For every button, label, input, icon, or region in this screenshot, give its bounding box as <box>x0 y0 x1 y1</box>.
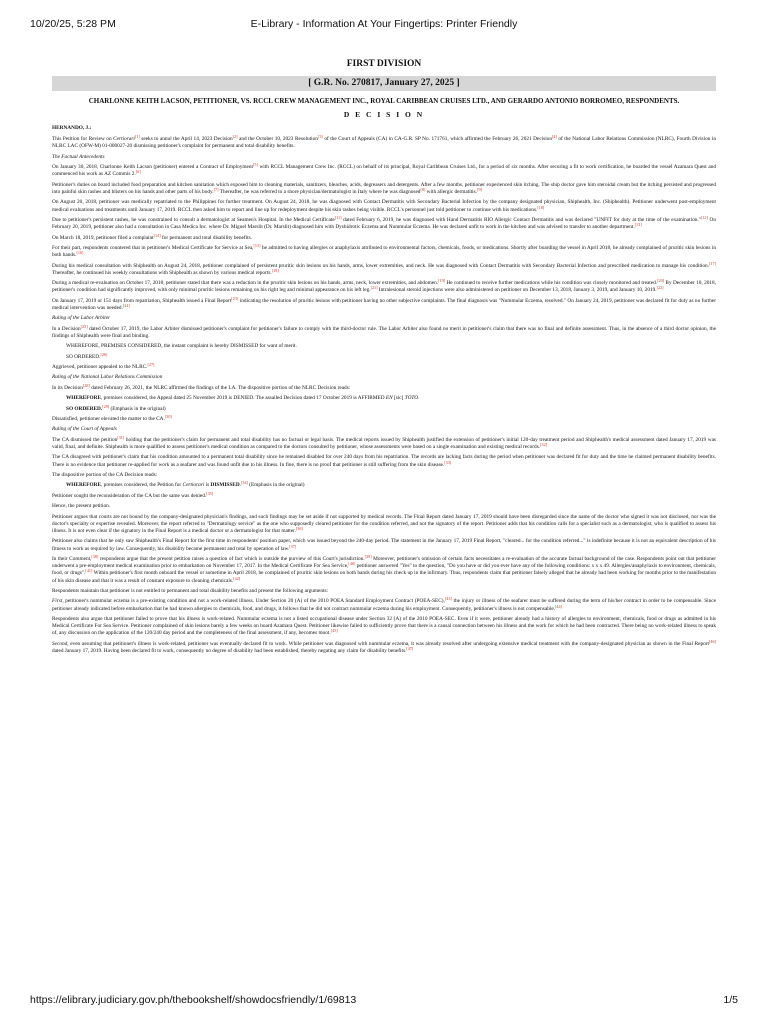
footnote-link[interactable]: [9] <box>477 186 482 192</box>
body-paragraph: SO ORDERED.[26] <box>66 351 108 360</box>
footnote-link[interactable]: [25] <box>80 323 88 329</box>
footnote-link[interactable]: [5] <box>253 162 258 168</box>
footnote-link[interactable]: [4] <box>551 134 557 140</box>
footnote-link[interactable]: [2] <box>232 134 238 140</box>
footnote-link[interactable]: [26] <box>100 351 108 357</box>
body-paragraph: WHEREFORE, premises considered, the Petition for Certiorari is DISMISSED.[34] (Emphasis in the original) <box>66 480 305 489</box>
body-paragraph: The CA disagreed with petitioner's claim that his condition amounted to a permanent total disability since he remained disabled for over 240 days from his repatriation. The records are lacking facts during the period when petitioner was declared fit for duty and the time he claimed permanent disability benefits. There is no evidence that petitioner re-applied for work as a seafarer and was found unfit due to his illness. In fine, there is no proof that petitioner is still suffering from the skin disease.[33] <box>52 454 716 468</box>
footnote-link[interactable]: [12] <box>700 214 708 220</box>
footnote-link[interactable]: [1] <box>134 134 140 140</box>
footnote-link[interactable]: [11] <box>334 214 342 220</box>
print-datetime: 10/20/25, 5:28 PM <box>30 18 116 30</box>
body-paragraph: On January 17, 2019 or 151 days from repatriation, Shiphealth issued a Final Report[23] indicating the resolution of pruritic lesions with petitioner having no other subjective complaints. The final diagnosis was "Nummular Eczema, resolved." On January 24, 2019, petitioner was declared fit for duty as no further medical intervention was needed.[24] <box>52 295 716 311</box>
footnote-link[interactable]: [37] <box>289 543 297 549</box>
decision-body <box>52 136 716 655</box>
body-paragraph: Due to petitioner's persistent rashes, he was constrained to consult a dermatologist at Seamen's Hospital. In the Medical Certificate[11] dated February 6, 2019, he was diagnosed with Hand Dermatitis RIO Allergic Contact Dermatitis and was declared "UNFIT for duty at the time of the examination."[12] On February 20, 2019, petitioner also had a consultation in Casa Medica Inc. where Dr. Miguel Marslit (Dr. Marslit) diagnosed him with Dyshidrotic Eczema and Nummular Eczema. He was declared unfit to work in the kitchen and was advised to transfer to another department.[13] <box>52 214 716 231</box>
body-paragraph: During a medical re-evaluation on October 17, 2018, petitioner stated that there was a reduction in the pruritic skin lesions on his hands, arms, neck, lower extremities, and abdomen.[19] He continued to receive further medications while his condition was closely monitored and treated.[20] By December 10, 2018, petitioner's condition had significantly improved, with only minimal pruritic lesions remaining on his right leg and minimal appearance on his left leg.[21] Intralesional steroid injections were also administered on petitioner on December 13, 2018, January 3, 2019, and January 10, 2019.[22] <box>52 278 717 294</box>
print-url[interactable]: https://elibrary.judiciary.gov.ph/thebookshelf/showdocsfriendly/1/69813 <box>30 994 357 1006</box>
footnote-link[interactable]: [19] <box>438 278 446 284</box>
page-indicator: 1/5 <box>723 994 738 1006</box>
body-paragraph: WHEREFORE, premises considered, the Appeal dated 25 November 2019 is DENIED. The assailed Decision dated 17 October 2019 is AFFIRMED EN [sic] TOTO. <box>66 395 420 402</box>
footnote-link[interactable]: [16] <box>76 250 84 256</box>
footnote-link[interactable]: [28] <box>82 382 90 388</box>
footnote-link[interactable]: [43] <box>444 596 452 602</box>
body-paragraph: On August 20, 2018, petitioner was medically repatriated to the Philippines for further treatment. On August 24, 2018, he was diagnosed with Contact Dermatitis with Secondary Bacterial Infection by the company designated physician, Shiphealth, Inc. (Shiphealth). Petitioner underwent post-employment medical evaluations and treatments until January 17, 2019. RCCL then asked him to report and line up for redeployment despite his skin rashes being visible. RCCL's personnel just told petitioner to continue with his medications.[10] <box>52 199 716 213</box>
footnote-link[interactable]: [41] <box>85 568 93 574</box>
body-paragraph: Aggrieved, petitioner appealed to the NLRC.[27] <box>52 362 155 371</box>
body-paragraph: This Petition for Review on Certiorari[1] seeks to annul the April 14, 2023 Decision[2] and the October 10, 2023 Resolution[3] of the Court of Appeals (CA) in CA-G.R. SP No. 171761, which affirmed the February 26, 2021 Decision[4] of the National Labor Relations Commission (NLRC), Fourth Division in NLRC LAC (OFW-M) 01-000027-20 dismissing petitioner's complaint for permanent and total disability benefits. <box>52 134 717 150</box>
body-paragraph: SO ORDERED.[29] (Emphasis in the original) <box>66 403 166 412</box>
body-paragraph: Petitioner's duties on board included food preparation and kitchen sanitation which exposed him to cleaning materials, sanitizers, bleaches, acids, degreasers and detergents. After a few months, petitioner experienced skin itching. The ship doctor gave him steroidal cream but the itching persisted and progressed into painful skin rashes and blisters on his hands and other parts of his body.[7] Thereafter, he was referred to a shore physician/dermatologist in Italy where he was diagnosed[8] with allergic dermatitis.[9] <box>52 181 716 195</box>
body-paragraph: First, petitioner's nummular eczema is a pre-existing condition and not a work-related illness. Under Section 20 (A) of the 2010 POEA Standard Employment Contract (POEA-SEC),[43] the injury or illness of the seafarer must be suffered during the term of his/her contract in order to be compensable. Since petitioner already indicated before embarkation that he had known allergies to chemicals, food, and drugs, it follows that he did not contract nummular eczema during his employment. Consequently, petitioner's illness is not compensable.[44] <box>52 596 716 612</box>
footnote-link[interactable]: [42] <box>233 575 241 581</box>
body-paragraph: Respondents also argue that petitioner failed to prove that his illness is work-related. Nummular eczema is not a listed occupational disease under Section 32 (A) of the 2010 POEA-SEC. Even if it were, petitioner already had a history of allergies to environment, chemicals, food or drugs as admitted in his Medical Certificate For Sea Service. Petitioner complained of skin lesions barely a few weeks on board Azamara Quest. Petitioner likewise failed to sufficiently prove that there is a causal connection between his illness and the work for which he had been contracted. There being no work-related illness to speak of, any discussion on the application of the 120/240 day period and the completeness of the final assessment, if any, becomes moot.[45] <box>52 615 716 637</box>
body-paragraph: Petitioner sought the reconsideration of the CA but the same was denied.[35] <box>52 490 214 499</box>
footnote-link[interactable]: [23] <box>231 295 239 301</box>
body-paragraph: Petitioner also claims that he only saw Shiphealth's Final Report for the first time in respondents' position paper, which was issued beyond the 240-day period. The statement in the January 17, 2019 Final Report, "cleared... for the condition referred..." is indefinite because it is not an equivalent description of his fitness to work as required by law. Consequently, his disability became permanent and total by operation of law.[37] <box>52 538 716 552</box>
footnote-link[interactable]: [31] <box>117 434 125 440</box>
footnote-link[interactable]: [36] <box>295 525 303 531</box>
footnote-link[interactable]: [8] <box>420 186 426 192</box>
footnote-link[interactable]: [24] <box>122 302 130 308</box>
case-parties: CHARLONNE KEITH LACSON, PETITIONER, VS. RCCL CREW MANAGEMENT INC., ROYAL CARIBBEAN CRUISES LTD., AND GERARDO ANTONIO BORROMEO, RESPONDENTS. <box>88 97 680 105</box>
footnote-link[interactable]: [35] <box>206 490 214 496</box>
footnote-link[interactable]: [6] <box>135 169 141 175</box>
body-paragraph: The CA dismissed the petition[31] holding that the petitioner's claim for permanent and total disability has no factual or legal basis. The medical reports issued by Shiphealth justified the extension of petitioner's initial 120-day treatment period and Shiphealth's medical assessment dated January 17, 2019 was valid, final, and definite. Shiphealth is more qualified to assess petitioner's medical condition as compared to the doctors consulted by petitioner, whose assessments were based on a single examination and existing medical records.[32] <box>52 434 716 451</box>
ponente: HERNANDO, J.: <box>52 125 92 131</box>
body-paragraph: Respondents maintain that petitioner is not entitled to permanent and total disability benefits and present the following arguments: <box>52 587 329 594</box>
body-paragraph: The dispositive portion of the CA Decision reads: <box>52 472 158 479</box>
footnote-link[interactable]: [22] <box>656 285 664 291</box>
body-paragraph: Second, even assuming that petitioner's illness is work-related, petitioner was eventually declared fit to work. While petitioner was diagnosed with nummular eczema, it was already resolved after undergoing extensive medical treatment with the company-designated physician as shown in the Final Report[46] dated January 17, 2019. Having been declared fit to work, consequently no degree of disability had been established, thereby negating any claim for disability benefits.[47] <box>52 638 716 654</box>
footnote-link[interactable]: [18] <box>271 267 279 273</box>
body-paragraph: In a Decision[25] dated October 17, 2019, the Labor Arbiter dismissed petitioner's complaint for petitioner's failure to comply with the third-doctor rule. The Labor Arbiter also found no merit in petitioner's claim that there was no final and definite assessment. Thus, in the absence of a third doctor opinion, the findings of Shiphealth were final and binding. <box>52 323 716 339</box>
section-heading: Ruling of the Court of Appeals <box>52 426 117 433</box>
body-paragraph: For their part, respondents countered that in petitioner's Medical Certificate for Service at Sea,[15] he admitted to having allergies or anaphylaxis attributed to environmental factors, chemicals, foods, or medications. Shortly after boarding the vessel in April 2018, he already complained of pruritic skin lesions in both hands.[16] <box>52 242 716 259</box>
footnote-link[interactable]: [44] <box>555 603 562 609</box>
body-paragraph: During his medical consultation with Shiphealth on August 24, 2018, petitioner complained of persistent pruritic skin lesions on his hands, arms, lower extremities, and neck. He was diagnosed with Contact Dermatitis with Secondary Bacterial Infection and prescribed medication to manage his condition.[17] Thereafter, he continued his weekly consultations with Shiphealth as shown by various medical reports.[18] <box>52 260 716 276</box>
footnote-link[interactable]: [40] <box>348 561 356 567</box>
body-paragraph: On March 18, 2019, petitioner filed a complaint[14] for permanent and total disability benefits. <box>52 232 252 241</box>
footnote-link[interactable]: [7] <box>213 186 219 192</box>
footnote-link[interactable]: [34] <box>240 480 248 486</box>
footnote-link[interactable]: [33] <box>444 459 452 465</box>
decision-document <box>52 58 716 658</box>
footnote-link[interactable]: [46] <box>709 638 716 644</box>
footnote-link[interactable]: [10] <box>537 204 545 210</box>
section-heading: Ruling of the National Labor Relations Commission <box>52 374 163 381</box>
footnote-link[interactable]: [38] <box>91 553 99 559</box>
footnote-link[interactable]: [20] <box>657 278 665 284</box>
print-page-title: E-Library - Information At Your Fingertips: Printer Friendly <box>250 18 518 30</box>
body-paragraph: In their Comment,[38] respondents argue that the present petition raises a question of fact which is outside the purview of this Court's jurisdiction.[39] Moreover, petitioner's omission of certain facts necessitates a re-evaluation of the accurate factual background of the case. Respondents point out that petitioner underwent a pre-employment medical examination prior to embarkation on November 17, 2017. In the Medical Certificate For Sea Service,[40] petitioner answered "Yes" to the question, "Do you have or did you ever have any of the following conditions: x x x 49. Allergies/anaphylaxis to environment, chemicals, food, or drugs".[41] Within petitioner's first month onboard the vessel or sometime in April 2018, he complained of pruritic skin lesions on both hands during his check up in the infirmary. Thus, respondents claim that petitioner falsely alleged that he already had been working for months prior to the manifestation of his skin disease and that it was a result of constant exposure to cleaning chemicals.[42] <box>52 553 717 584</box>
footnote-link[interactable]: [29] <box>102 403 110 409</box>
body-paragraph: In its Decision[28] dated February 26, 2021, the NLRC affirmed the findings of the LA. The dispositive portion of the NLRC Decision reads: <box>52 382 351 391</box>
body-paragraph: On January 30, 2018, Charlonne Keith Lacson (petitioner) entered a Contract of Employment[5] with RCCL Management Crew Inc. (RCCL) on behalf of its principal, Royal Caribbean Cruises Ltd., for a period of six months. After securing a fit to work certification, he boarded the vessel Azamara Quest and commenced his work as AZ Commis 2.[6] <box>52 162 716 178</box>
division-heading: FIRST DIVISION <box>346 59 422 69</box>
footnote-link[interactable]: [14] <box>153 232 161 238</box>
footnote-link[interactable]: [27] <box>147 362 155 368</box>
section-heading: Ruling of the Labor Arbiter <box>52 315 111 322</box>
footnote-link[interactable]: [13] <box>634 222 642 228</box>
print-footer <box>30 994 738 1008</box>
body-paragraph: Petitioner argues that courts are not bound by the company-designated physician's findings, and such findings may be set aside if not supported by medical records. The Final Report dated January 17, 2019 should have been disregarded since the name of the doctor who signed it was not disclosed, nor was the doctor's specialty or expertise revealed. Moreover, the report referred to "Dermatology service" as the one who supposedly cleared petitioner for the condition referred, and not the signatory of the report. Petitioner adds that his condition calls for a specialist such as a dermatologist, who is qualified to assess his illness. It is not even clear if the signatory in the Final Report is a medical doctor or a dermatologist for that matter.[36] <box>52 513 716 534</box>
gr-number-bar: [ G.R. No. 270817, January 27, 2025 ] <box>52 76 716 91</box>
footnote-link[interactable]: [47] <box>406 645 414 651</box>
footnote-link[interactable]: [3] <box>317 134 323 140</box>
section-heading: The Factual Antecedents <box>52 153 105 160</box>
footnote-link[interactable]: [30] <box>164 414 172 420</box>
footnote-link[interactable]: [45] <box>330 628 338 634</box>
body-paragraph: WHEREFORE, PREMISES CONSIDERED, the instant complaint is hereby DISMISSED for want of merit. <box>66 343 297 350</box>
body-paragraph: Dissatisfied, petitioner elevated the matter to the CA.[30] <box>52 414 172 423</box>
footnote-link[interactable]: [21] <box>370 285 378 291</box>
footnote-link[interactable]: [32] <box>540 442 548 448</box>
body-paragraph: Hence, the present petition. <box>52 503 111 510</box>
print-header <box>30 18 738 32</box>
footnote-link[interactable]: [39] <box>364 553 372 559</box>
footnote-link[interactable]: [17] <box>709 260 716 266</box>
footnote-link[interactable]: [15] <box>253 242 261 248</box>
decision-label: D E C I S I O N <box>343 110 425 119</box>
